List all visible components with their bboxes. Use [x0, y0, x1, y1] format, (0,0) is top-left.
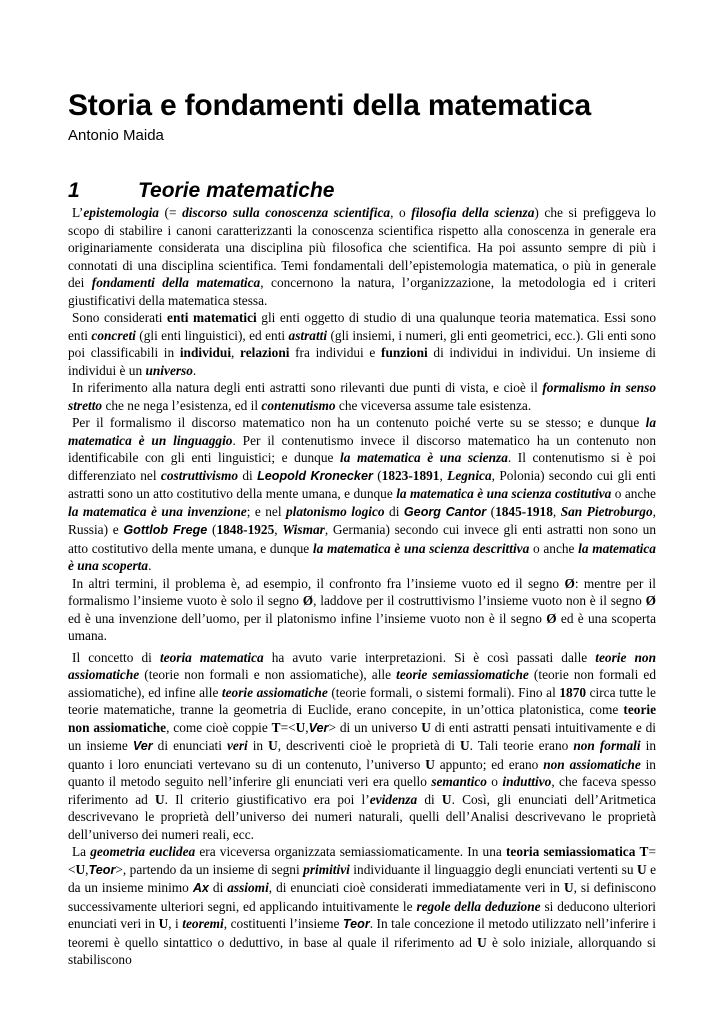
text-run: gli enti oggetto di studio di una qualunque teoria matematica. Essi sono enti: [68, 310, 656, 343]
emphasized-term: costruttivismo: [160, 467, 239, 483]
emphasized-term: universo: [145, 362, 193, 378]
text-run: : mentre per il formalismo l’insieme vuoto è solo il segno: [68, 575, 657, 608]
paragraph-formalismo-contenutismo: [68, 379, 656, 414]
paragraph-matematica-linguaggio: [68, 414, 656, 575]
emphasized-term: U: [563, 880, 574, 895]
emphasized-term: la matematica è una invenzione: [68, 503, 247, 519]
text-run: (gli enti linguistici), ed enti: [135, 327, 289, 343]
document-title: Storia e fondamenti della matematica: [68, 89, 591, 122]
section-title: Teorie matematiche: [138, 179, 335, 202]
text-run: (teorie formali, o sistemi formali). Fino al: [327, 684, 560, 700]
text-run: ) che si prefiggeva lo scopo di stabilire i canoni caratterizzanti la conoscenza scientifica rispetto alla conoscenza in generale era originariamente considerata una disciplina più filosofica che scientifica. Ha poi assunto sempre di più i connotati di una disciplina scientifica. Temi fondamentali dell’epistemologia matematica, o più in generale dei: [68, 205, 656, 290]
document-author: Antonio Maida: [68, 127, 164, 144]
emphasized-term: U: [460, 738, 470, 753]
emphasized-term: T: [639, 844, 649, 859]
emphasized-term: U: [441, 791, 452, 807]
emphasized-term: evidenza: [369, 791, 418, 807]
paragraph-insieme-vuoto: [68, 575, 656, 645]
emphasized-term: geometria euclidea: [90, 844, 196, 859]
text-run: appunto; ed erano: [434, 756, 544, 772]
text-run: di: [238, 467, 258, 483]
text-run: in quanto i loro enunciati vertevano su di un contenuto, l’universo: [68, 738, 656, 772]
emphasized-term: non formali: [573, 738, 641, 753]
text-run: . Per il contenutismo invece il discorso matematico ha un contenuto non identificabile con gli enti linguistici; e dunque: [68, 432, 657, 465]
emphasized-term: 1848-1925: [216, 522, 275, 537]
emphasized-term: filosofia della scienza: [411, 205, 535, 220]
emphasized-term: Legnica: [447, 467, 492, 483]
document-page: [68, 88, 656, 969]
emphasized-term: U: [268, 738, 278, 753]
text-run: o anche: [529, 540, 579, 556]
emphasized-term: teorie non assiomatiche: [68, 702, 656, 735]
text-run: . Tali teorie erano: [469, 738, 574, 753]
text-run: =<: [280, 719, 296, 735]
text-run: in: [247, 738, 269, 753]
text-run: In altri termini, il problema è, ad esempio, il confronto fra l’insieme vuoto ed il segno: [72, 575, 565, 591]
text-run: .: [192, 362, 197, 378]
emphasized-term: la matematica è una scienza descrittiva: [312, 540, 530, 556]
emphasized-term: contenutismo: [261, 397, 336, 413]
text-run: (teorie non formali e non assiomatiche), alle: [139, 667, 397, 682]
emphasized-term: primitivi: [303, 861, 350, 877]
text-run: (teorie non formali ed assiomatiche), ed infine alle: [68, 667, 656, 700]
emphasized-term: teorie non assiomatiche: [68, 649, 656, 682]
text-run: , costituenti l’insieme: [223, 916, 343, 931]
text-run: ed è una scoperta umana.: [68, 610, 656, 643]
emphasized-term: Gottlob Frege: [123, 523, 208, 537]
text-run: Sono considerati: [72, 310, 168, 325]
emphasized-term: Ø: [546, 610, 557, 626]
text-run: ; e nel: [246, 503, 286, 519]
emphasized-term: teoremi: [182, 916, 224, 931]
emphasized-term: Teor: [88, 862, 116, 877]
text-run: di individui in individui. Un insieme di individui è un: [68, 345, 657, 378]
text-run: . Così, gli enunciati dell’Aritmetica descrivevano le proprietà dell’universo dei numeri naturali, quelli dell’Analisi descrivevano le proprietà dell’universo dei numeri reali, ecc.: [68, 791, 656, 842]
text-run: di: [208, 880, 228, 895]
text-run: , o: [390, 205, 412, 220]
emphasized-term: T: [271, 719, 281, 735]
text-run: , Germania) secondo cui invece gli enti astratti non sono un atto costitutivo della mente umana, e dunque: [68, 522, 657, 556]
emphasized-term: Ø: [302, 593, 314, 608]
text-run: si deducono ulteriori enunciati veri in: [68, 898, 656, 931]
emphasized-term: epistemologia: [83, 205, 159, 220]
emphasized-term: regole della deduzione: [416, 898, 541, 914]
emphasized-term: la matematica è una scienza: [340, 450, 508, 465]
text-run: . In tale concezione il metodo utilizzato nell’inferire i teoremi è quello sintattico o deduttivo, in base al quale il riferimento ad: [68, 916, 657, 950]
emphasized-term: 1845-1918: [495, 503, 553, 519]
paragraph-geometria-euclidea: [68, 843, 656, 969]
emphasized-term: concreti: [91, 327, 136, 343]
emphasized-term: 1823-1891: [381, 467, 440, 483]
text-run: (gli insiemi, i numeri, gli enti geometrici, ecc.). Gli enti sono poi classificabili in: [68, 327, 656, 360]
emphasized-term: Teor: [342, 917, 370, 931]
paragraph-epistemology: [68, 204, 656, 309]
text-run: e da un insieme minimo: [68, 861, 656, 895]
text-run: era viceversa organizzata semiassiomaticamente. In una: [195, 844, 506, 859]
emphasized-term: Leopold Kronecker: [257, 468, 373, 483]
text-run: è solo iniziale, allorquando si stabiliscono: [68, 934, 657, 967]
emphasized-term: Wismar: [282, 522, 325, 537]
text-run: circa tutte le teorie matematiche, tranne la geometria di Euclide, erano concepite, in un’ottica platonistica, come: [68, 684, 656, 717]
text-run: ,: [305, 719, 309, 735]
text-run: o anche: [611, 486, 656, 501]
text-run: =<: [68, 844, 656, 877]
emphasized-term: U: [636, 861, 647, 877]
text-run: > di un universo: [328, 719, 422, 735]
text-run: In riferimento alla natura degli enti astratti sono rilevanti due punti di vista, e cioè il: [72, 380, 543, 395]
emphasized-term: Georg Cantor: [403, 504, 487, 519]
text-run: .: [148, 558, 152, 573]
text-run: , concernono la natura, l’organizzazione, la metodologia ed i criteri giustificativi della matematica stessa.: [68, 275, 656, 308]
text-run: (: [486, 503, 496, 519]
text-run: o: [486, 774, 503, 789]
text-run: che viceversa assume tale esistenza.: [335, 397, 532, 413]
text-run: , descriventi cioè le proprietà di: [277, 738, 461, 753]
body-text: [68, 204, 656, 969]
text-run: . Il criterio giustificativo era poi l’: [164, 791, 370, 807]
section-heading: [68, 178, 656, 204]
emphasized-term: U: [295, 719, 306, 735]
emphasized-term: 1870: [559, 684, 587, 700]
text-run: in quanto il metodo seguito nell’inferire gli enunciati veri era quello: [68, 756, 656, 789]
text-run: ,: [552, 503, 561, 519]
emphasized-term: assiomi: [227, 880, 269, 895]
emphasized-term: funzioni: [381, 345, 428, 360]
emphasized-term: induttivo: [502, 774, 552, 789]
section-number: 1: [68, 179, 80, 202]
emphasized-term: U: [425, 756, 435, 772]
text-run: ha avuto varie interpretazioni. Si è così passati dalle: [263, 649, 596, 665]
text-run: , come cioè coppie: [166, 719, 272, 735]
emphasized-term: teoria matematica: [159, 649, 264, 665]
emphasized-term: la matematica è una scienza costitutiva: [396, 486, 612, 501]
paragraph-teoria-matematica: [68, 649, 656, 844]
emphasized-term: Ver: [308, 720, 329, 735]
text-run: , che faceva spesso riferimento ad: [68, 774, 657, 807]
text-run: che ne nega l’esistenza, ed il: [102, 397, 262, 413]
text-run: , Polonia) secondo cui gli enti astratti sono un atto costitutivo della mente umana, e dunque: [68, 467, 657, 501]
emphasized-term: San Pietroburgo: [560, 503, 653, 519]
text-run: ,: [274, 522, 283, 537]
text-run: , si definiscono successivamente ulteriori segni, ed applicando intuitivamente le: [68, 880, 656, 914]
emphasized-term: astratti: [288, 327, 328, 343]
text-run: di: [417, 791, 442, 807]
emphasized-term: teorie assiomatiche: [221, 684, 328, 700]
text-run: fra individui e: [289, 345, 382, 360]
emphasized-term: relazioni: [240, 345, 290, 360]
text-run: individuante il linguaggio degli enunciati vertenti su: [349, 861, 637, 877]
emphasized-term: semantico: [431, 774, 487, 789]
text-run: , Russia) e: [68, 503, 656, 537]
emphasized-term: U: [158, 916, 169, 931]
emphasized-term: Ax: [192, 881, 209, 895]
emphasized-term: individui: [179, 345, 232, 360]
text-run: Per il formalismo il discorso matematico non ha un contenuto poiché verte su se stesso; e dunque: [72, 415, 646, 430]
emphasized-term: Ø: [645, 593, 656, 608]
emphasized-term: U: [477, 934, 487, 950]
text-run: ,: [85, 861, 89, 877]
text-run: di enunciati: [152, 738, 227, 753]
text-run: di: [384, 503, 404, 519]
text-run: . Il contenutismo si è poi differenziato nel: [68, 450, 656, 483]
emphasized-term: fondamenti della matematica: [91, 275, 261, 290]
text-run: L’: [72, 205, 84, 220]
text-run: , i: [168, 916, 183, 931]
text-run: , laddove per il costruttivismo l’insieme vuoto non è il segno: [313, 593, 646, 608]
emphasized-term: la matematica è un linguaggio: [68, 415, 656, 448]
text-run: ,: [231, 345, 241, 360]
emphasized-term: non assiomatiche: [543, 756, 641, 772]
text-run: (=: [158, 205, 183, 220]
emphasized-term: U: [75, 861, 86, 877]
emphasized-term: U: [155, 791, 165, 807]
emphasized-term: platonismo logico: [285, 503, 385, 519]
text-run: (: [372, 467, 382, 483]
emphasized-term: veri: [226, 738, 248, 753]
text-run: (: [207, 522, 217, 537]
emphasized-term: discorso sulla conoscenza scientifica: [182, 205, 391, 220]
emphasized-term: Ø: [564, 575, 575, 591]
emphasized-term: formalismo in senso stretto: [68, 380, 656, 413]
emphasized-term: teoria semiassiomatica: [505, 844, 636, 859]
emphasized-term: Ver: [132, 739, 153, 753]
text-run: Il concetto di: [72, 649, 160, 665]
text-run: La: [72, 844, 91, 859]
text-run: ed è una invenzione dell’uomo, per il platonismo infine l’insieme vuoto non è il segno: [68, 610, 547, 626]
emphasized-term: teorie semiassiomatiche: [396, 667, 529, 682]
text-run: ,: [439, 467, 448, 483]
text-run: , di enunciati cioè considerati immediatamente veri in: [268, 880, 564, 895]
text-run: di enti astratti pensati intuitivamente e di un insieme: [68, 719, 657, 753]
emphasized-term: la matematica è una scoperta: [68, 540, 656, 573]
emphasized-term: U: [421, 719, 431, 735]
text-run: >, partendo da un insieme di segni: [115, 861, 304, 877]
paragraph-enti-matematici: [68, 309, 656, 379]
emphasized-term: enti matematici: [167, 310, 257, 325]
